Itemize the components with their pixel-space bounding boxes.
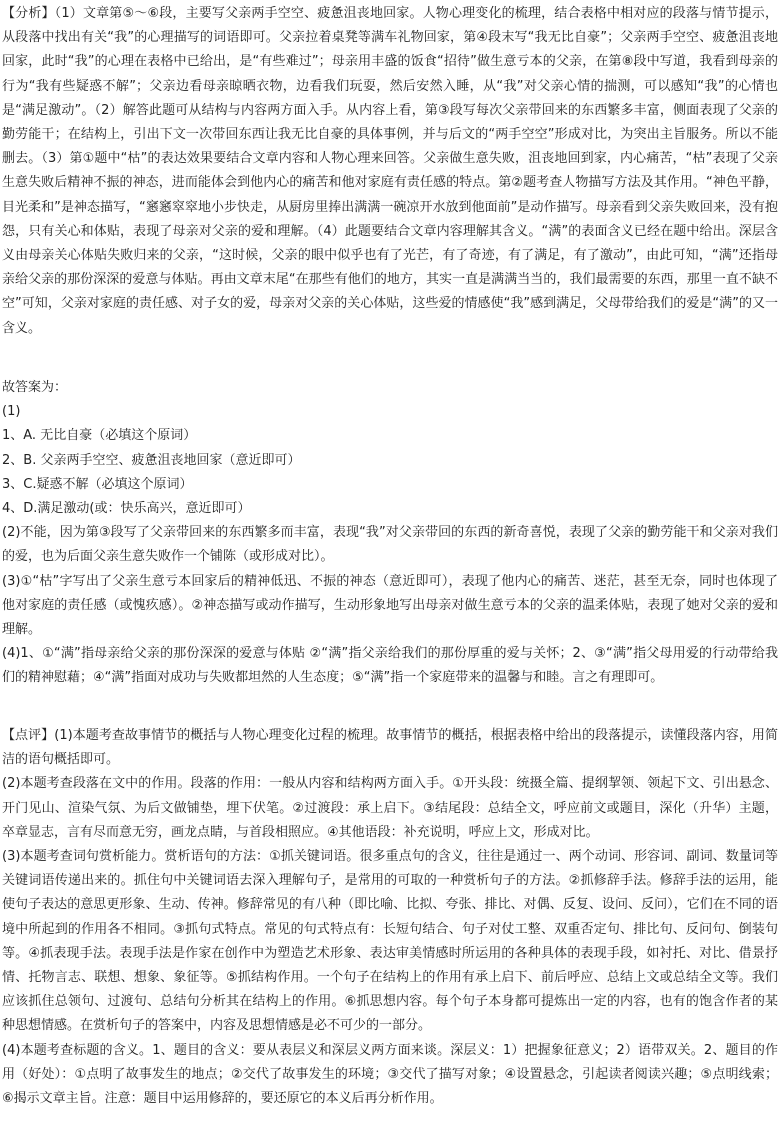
analysis-section: [0, 2, 780, 341]
comment-p2: (2)本题考查段落在文中的作用。段落的作用：一般从内容和结构两方面入手。①开头段：统摄全篇、提纲挈领、领起下文、引出悬念、开门见山、渲染气氛、为后文做铺垫，埋下伏笔。②过渡段：承上启下。③结尾段：总结全文，呼应前文或题目，深化（升华）主题，卒章显志，言有尽而意无穷，画龙点睛，与首段相照应。④其他语段：补充说明，呼应上文，形成对比。: [2, 776, 778, 840]
answer-heading: 故答案为：: [2, 380, 68, 395]
answer-q3: (3)①“枯”字写出了父亲生意亏本回家后的精神低迅、不振的神态（意近即可），表现了他内心的痛苦、迷茫，甚至无奈，同时也体现了他对家庭的责任感（或愧疚感）。②神态描写或动作描写，生动形象地写出母亲对做生意亏本的父亲的温柔体贴，表现了她对父亲的爱和理解。: [2, 573, 778, 638]
answer-q1-label: (1): [2, 404, 21, 420]
comment-p1-text: (1)本题考查故事情节的概括与人物心理变化过程的梳理。故事情节的概括，根据表格中给出的段落提示，读懂段落内容，用简洁的语句概括即可。: [2, 728, 778, 768]
answer-q2: (2)不能，因为第③段写了父亲带回来的东西繁多而丰富，表现“我”对父亲带回的东西的新奇喜悦，表现了父亲的勤劳能干和父亲对我们的爱，也为后面父亲生意失败作一个铺陈（或形成对比）。: [2, 525, 778, 565]
answer-section: [0, 376, 780, 691]
answer-q1-item: 2、B. 父亲两手空空、疲惫沮丧地回家（意近即可）: [2, 452, 301, 468]
analysis-text: （1）文章第⑤～⑥段，主要写父亲两手空空、疲惫沮丧地回家。人物心理变化的梳理，结合表格中相对应的段落与情节提示，从段落中找出有关“我”的心理描写的词语即可。父亲拉着桌凳等满车礼物回家，第④段末写“我无比自豪”；父亲两手空空、疲惫沮丧地回家，此时“我”的心理在表格中已给出，是“有些难过”；母亲用丰盛的饭食“招待”做生意亏本的父亲，在第⑧段中写道，我看到母亲的行为“我有些疑惑不解”；父亲边看母亲晾晒衣物，边看我们玩耍，然后安然入睡，从“我”对父亲心情的揣测，可以感知“我”的心情也是“满足激动”。（2）解答此题可从结构与内容两方面入手。从内容上看，第③段写每次父亲带回来的东西繁多丰富，侧面表现了父亲的勤劳能干；在结构上，引出下文一次带回东西让我无比自豪的具体事例，并与后文的“两手空空”形成对比，为突出主旨服务。所以不能删去。（3）第①题中“枯”的表达效果要结合文章内容和人物心理来回答。父亲做生意失败，沮丧地回到家，内心痛苦，“枯”表现了父亲生意失败后精神不振的神态，进而能体会到他内心的痛苦和他对家庭有责任感的特点。第②题考查人物描写方法及其作用。“神色平静，目光柔和”是神态描写，“窸窸窣窣地小步快走，从厨房里捧出满满一碗凉开水放到他面前”是动作描写。母亲看到父亲失败回来，没有抱怨，只有关心和体贴，表现了母亲对父亲的爱和理解。（4）此题要结合文章内容理解其含义。“满”的表面含义已经在题中给出。深层含义由母亲关心体贴失败归来的父亲，“这时候，父亲的眼中似乎也有了光芒，有了奇迹，有了满足，有了激动”，由此可知，“满”还指母亲给父亲的那份深深的爱意与体贴。再由文章末尾“在那些有他们的地方，其实一直是满满当当的，我们最需要的东西，那里一直不缺不空”可知，父亲对家庭的责任感、对子女的爱，母亲对父亲的关心体贴，这些爱的情感使“我”感到满足，父母带给我们的爱是“满”的又一含义。: [2, 6, 778, 336]
analysis-paragraph: [0, 2, 780, 341]
comment-tag: 【点评】: [2, 728, 55, 743]
answer-q1-item: 3、C.疑惑不解（必填这个原词）: [2, 476, 193, 492]
answer-q1-item: 1、A. 无比自豪（必填这个原词）: [2, 428, 197, 444]
answer-q1-item: 4、D.满足激动(或：快乐高兴，意近即可）: [2, 501, 251, 517]
comment-p4: (4)本题考查标题的含义。1、题目的含义：要从表层义和深层义两方面来谈。深层义：1）把握象征意义；2）语带双关。2、题目的作用（好处）：①点明了故事发生的地点；②交代了故事发生的环境；③交代了描写对象；④设置悬念，引起读者阅读兴趣；⑤点明线索；⑥揭示文章主旨。注意：题目中运用修辞的，要还原它的本义后再分析作用。: [2, 1042, 778, 1107]
comment-p1: [0, 724, 780, 772]
answer-q4: (4)1、①“满”指母亲给父亲的那份深深的爱意与体贴 ②“满”指父亲给我们的那份厚重的爱与关怀；2、③“满”指父母用爱的行动带给我们的精神慰藉；④“满”指面对成功与失败都坦然的人生态度；⑤“满”指一个家庭带来的温馨与和睦。言之有理即可。: [2, 646, 778, 686]
comment-section: [0, 724, 780, 1111]
comment-p3: (3)本题考查词句赏析能力。赏析语句的方法：①抓关键词语。很多重点句的含义，往往是通过一、两个动词、形容词、副词、数量词等关键词语传递出来的。抓住句中关键词语去深入理解句子，是常用的可取的一种赏析句子的方法。②抓修辞手法。修辞手法的运用，能使句子表达的意思更形象、生动、传神。修辞常见的有八种（即比喻、比拟、夸张、排比、对偶、反复、设问、反问），它们在不同的语境中所起到的作用各不相同。③抓句式特点。常见的句式特点有：长短句结合、句子对仗工整、双重否定句、排比句、反问句、倒装句等。④抓表现手法。表现手法是作家在创作中为塑造艺术形象、表达审美情感时所运用的各种具体的表现手段，如衬托、对比、借景抒情、托物言志、联想、想象、象征等。⑤抓结构作用。一个句子在结构上的作用有承上启下、前后呼应、总结上文或总结全文等。我们应该抓住总领句、过渡句、总结句分析其在结构上的作用。⑥抓思想内容。每个句子本身都可提炼出一定的内容，也有的饱含作者的某种思想情感。在赏析句子的答案中，内容及思想情感是必不可少的一部分。: [2, 849, 778, 1034]
analysis-tag: 【分析】: [2, 6, 55, 21]
